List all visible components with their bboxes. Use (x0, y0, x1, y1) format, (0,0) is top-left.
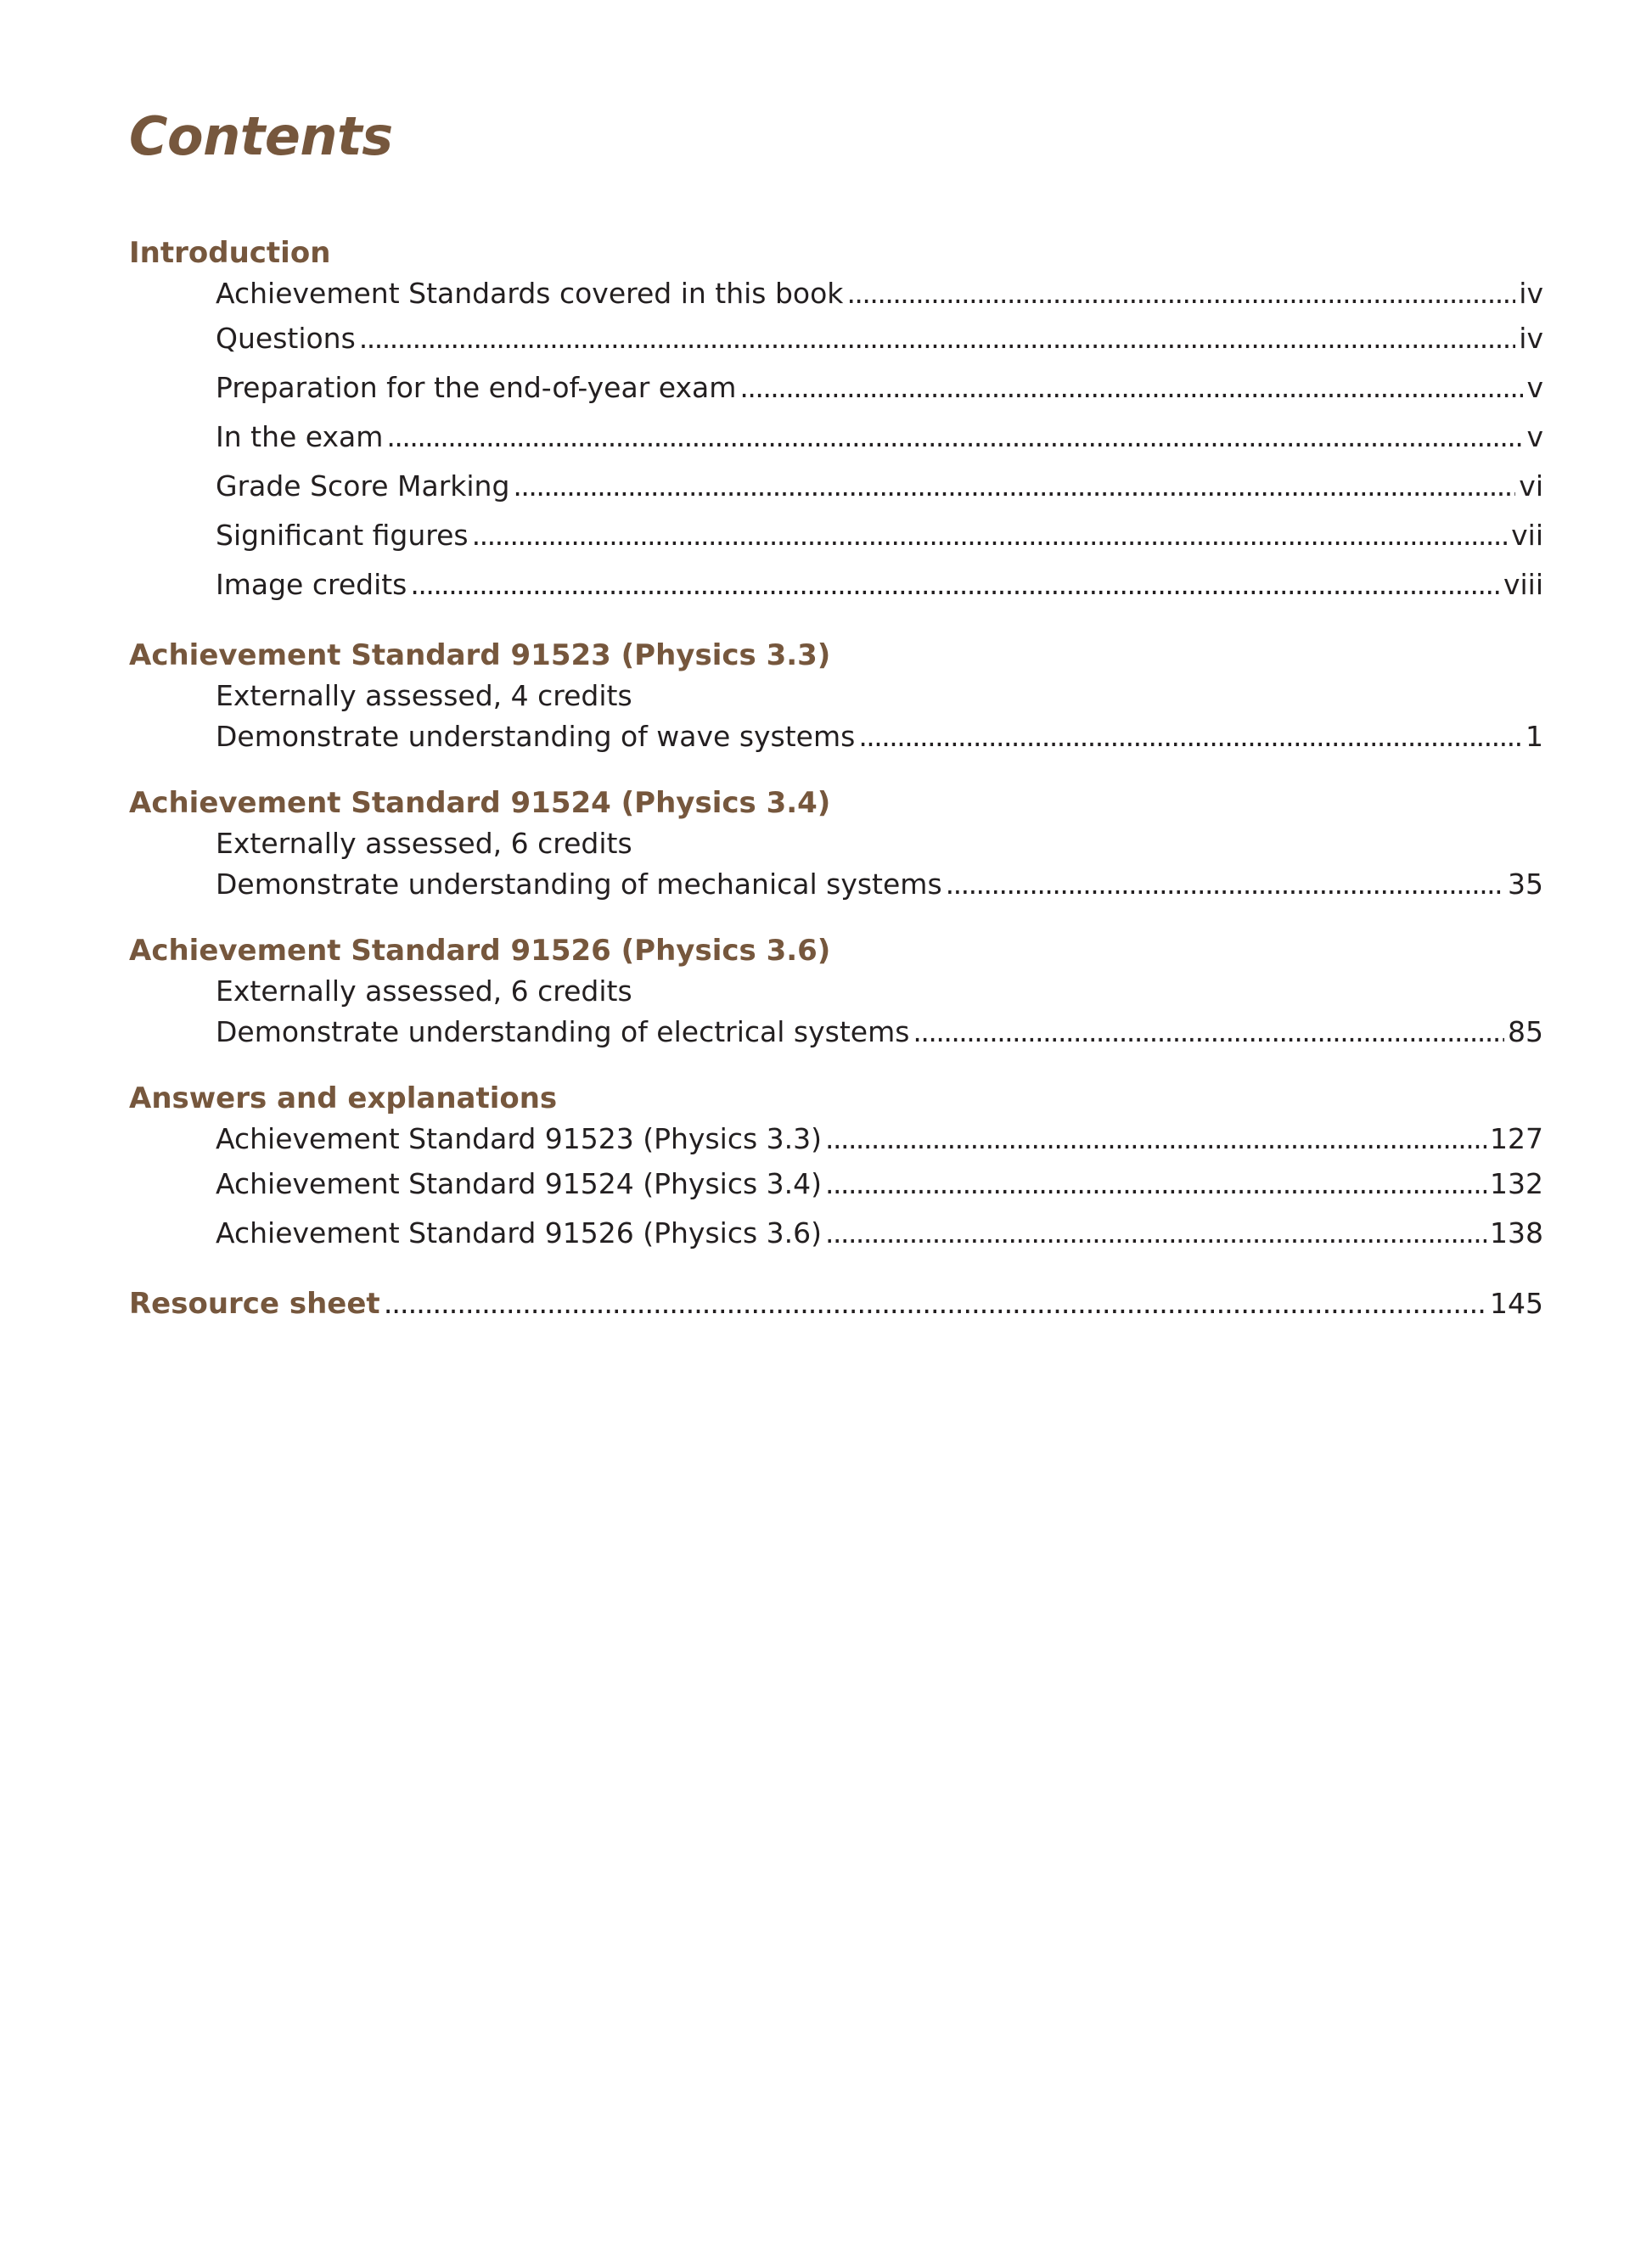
toc-entry-page: 85 (1508, 1015, 1543, 1048)
toc-entry-label: Achievement Standard 91524 (Physics 3.4) (216, 1167, 822, 1200)
page-title: Contents (129, 105, 393, 167)
dot-leader (825, 1160, 1486, 1209)
toc-entry[interactable] (216, 560, 1543, 609)
toc-entry-page: 1 (1526, 720, 1543, 753)
toc-entry-page: vi (1519, 469, 1543, 503)
dot-leader (384, 1283, 1486, 1324)
toc-entry-page: iv (1519, 322, 1543, 355)
section-resource (129, 1283, 1543, 1324)
toc-entry-label: Questions (216, 322, 356, 355)
toc-entry-label: Preparation for the end-of-year exam (216, 371, 737, 404)
toc-entry-label: Demonstrate understanding of electrical systems (216, 1015, 910, 1048)
dot-leader (410, 560, 1500, 609)
dot-leader (946, 864, 1504, 905)
toc-entry[interactable] (216, 716, 1543, 757)
credits-note: Externally assessed, 4 credits (216, 679, 632, 712)
section-heading: Answers and explanations (129, 1081, 558, 1115)
section-as91523 (129, 635, 1543, 757)
toc-entry-page: 132 (1490, 1167, 1543, 1200)
toc-entry[interactable] (216, 1209, 1543, 1258)
credits-note: Externally assessed, 6 credits (216, 827, 632, 860)
dot-leader (846, 273, 1515, 314)
toc-entry-page: 127 (1490, 1122, 1543, 1155)
dot-leader (739, 363, 1523, 413)
section-as91526 (129, 930, 1543, 1053)
section-heading: Achievement Standard 91526 (Physics 3.6) (129, 934, 831, 968)
toc-entry-page: vii (1511, 519, 1543, 552)
toc-entry-page: 138 (1490, 1216, 1543, 1249)
dot-leader (858, 716, 1522, 757)
toc-entry[interactable] (216, 1119, 1543, 1160)
toc-entry-label: Achievement Standard 91523 (Physics 3.3) (216, 1122, 822, 1155)
toc-entry-page: v (1526, 420, 1543, 453)
toc-entry[interactable] (216, 314, 1543, 363)
toc-entry[interactable] (216, 363, 1543, 413)
toc-entry-page: iv (1519, 277, 1543, 310)
toc-entry[interactable] (216, 462, 1543, 511)
dot-leader (386, 413, 1523, 462)
section-heading: Achievement Standard 91524 (Physics 3.4) (129, 786, 831, 820)
toc-entry-label: Demonstrate understanding of wave systems (216, 720, 856, 753)
toc-entry[interactable] (216, 413, 1543, 462)
dot-leader (513, 462, 1515, 511)
toc-entry-label: Demonstrate understanding of mechanical systems (216, 868, 942, 901)
toc-entry-label: Significant figures (216, 519, 469, 552)
toc-entry[interactable] (216, 1160, 1543, 1209)
section-heading: Achievement Standard 91523 (Physics 3.3) (129, 638, 831, 672)
toc-entry[interactable] (216, 1012, 1543, 1053)
credits-note: Externally assessed, 6 credits (216, 974, 632, 1008)
toc-entry-label: Grade Score Marking (216, 469, 510, 503)
dot-leader (359, 314, 1516, 363)
dot-leader (825, 1119, 1486, 1160)
toc-entry-page: 35 (1508, 868, 1543, 901)
toc-entry-resource-sheet[interactable] (129, 1283, 1543, 1324)
toc-entry-label: Achievement Standards covered in this book (216, 277, 844, 310)
dot-leader (825, 1209, 1486, 1258)
dot-leader (913, 1012, 1504, 1053)
toc-entry-label: Image credits (216, 568, 407, 601)
contents-page (129, 105, 1543, 1324)
toc-entry-page: v (1526, 371, 1543, 404)
section-as91524 (129, 783, 1543, 905)
toc-entry-label: In the exam (216, 420, 384, 453)
section-heading: Introduction (129, 236, 331, 270)
toc-entry-label: Resource sheet (129, 1287, 380, 1321)
toc-entry-page: 145 (1490, 1287, 1543, 1320)
section-introduction (129, 233, 1543, 609)
toc-entry[interactable] (216, 511, 1543, 560)
section-answers (129, 1078, 1543, 1258)
dot-leader (472, 511, 1508, 560)
toc-entry-page: viii (1503, 568, 1543, 601)
toc-entry[interactable] (216, 864, 1543, 905)
toc-entry-label: Achievement Standard 91526 (Physics 3.6) (216, 1216, 822, 1249)
toc-entry[interactable] (216, 273, 1543, 314)
